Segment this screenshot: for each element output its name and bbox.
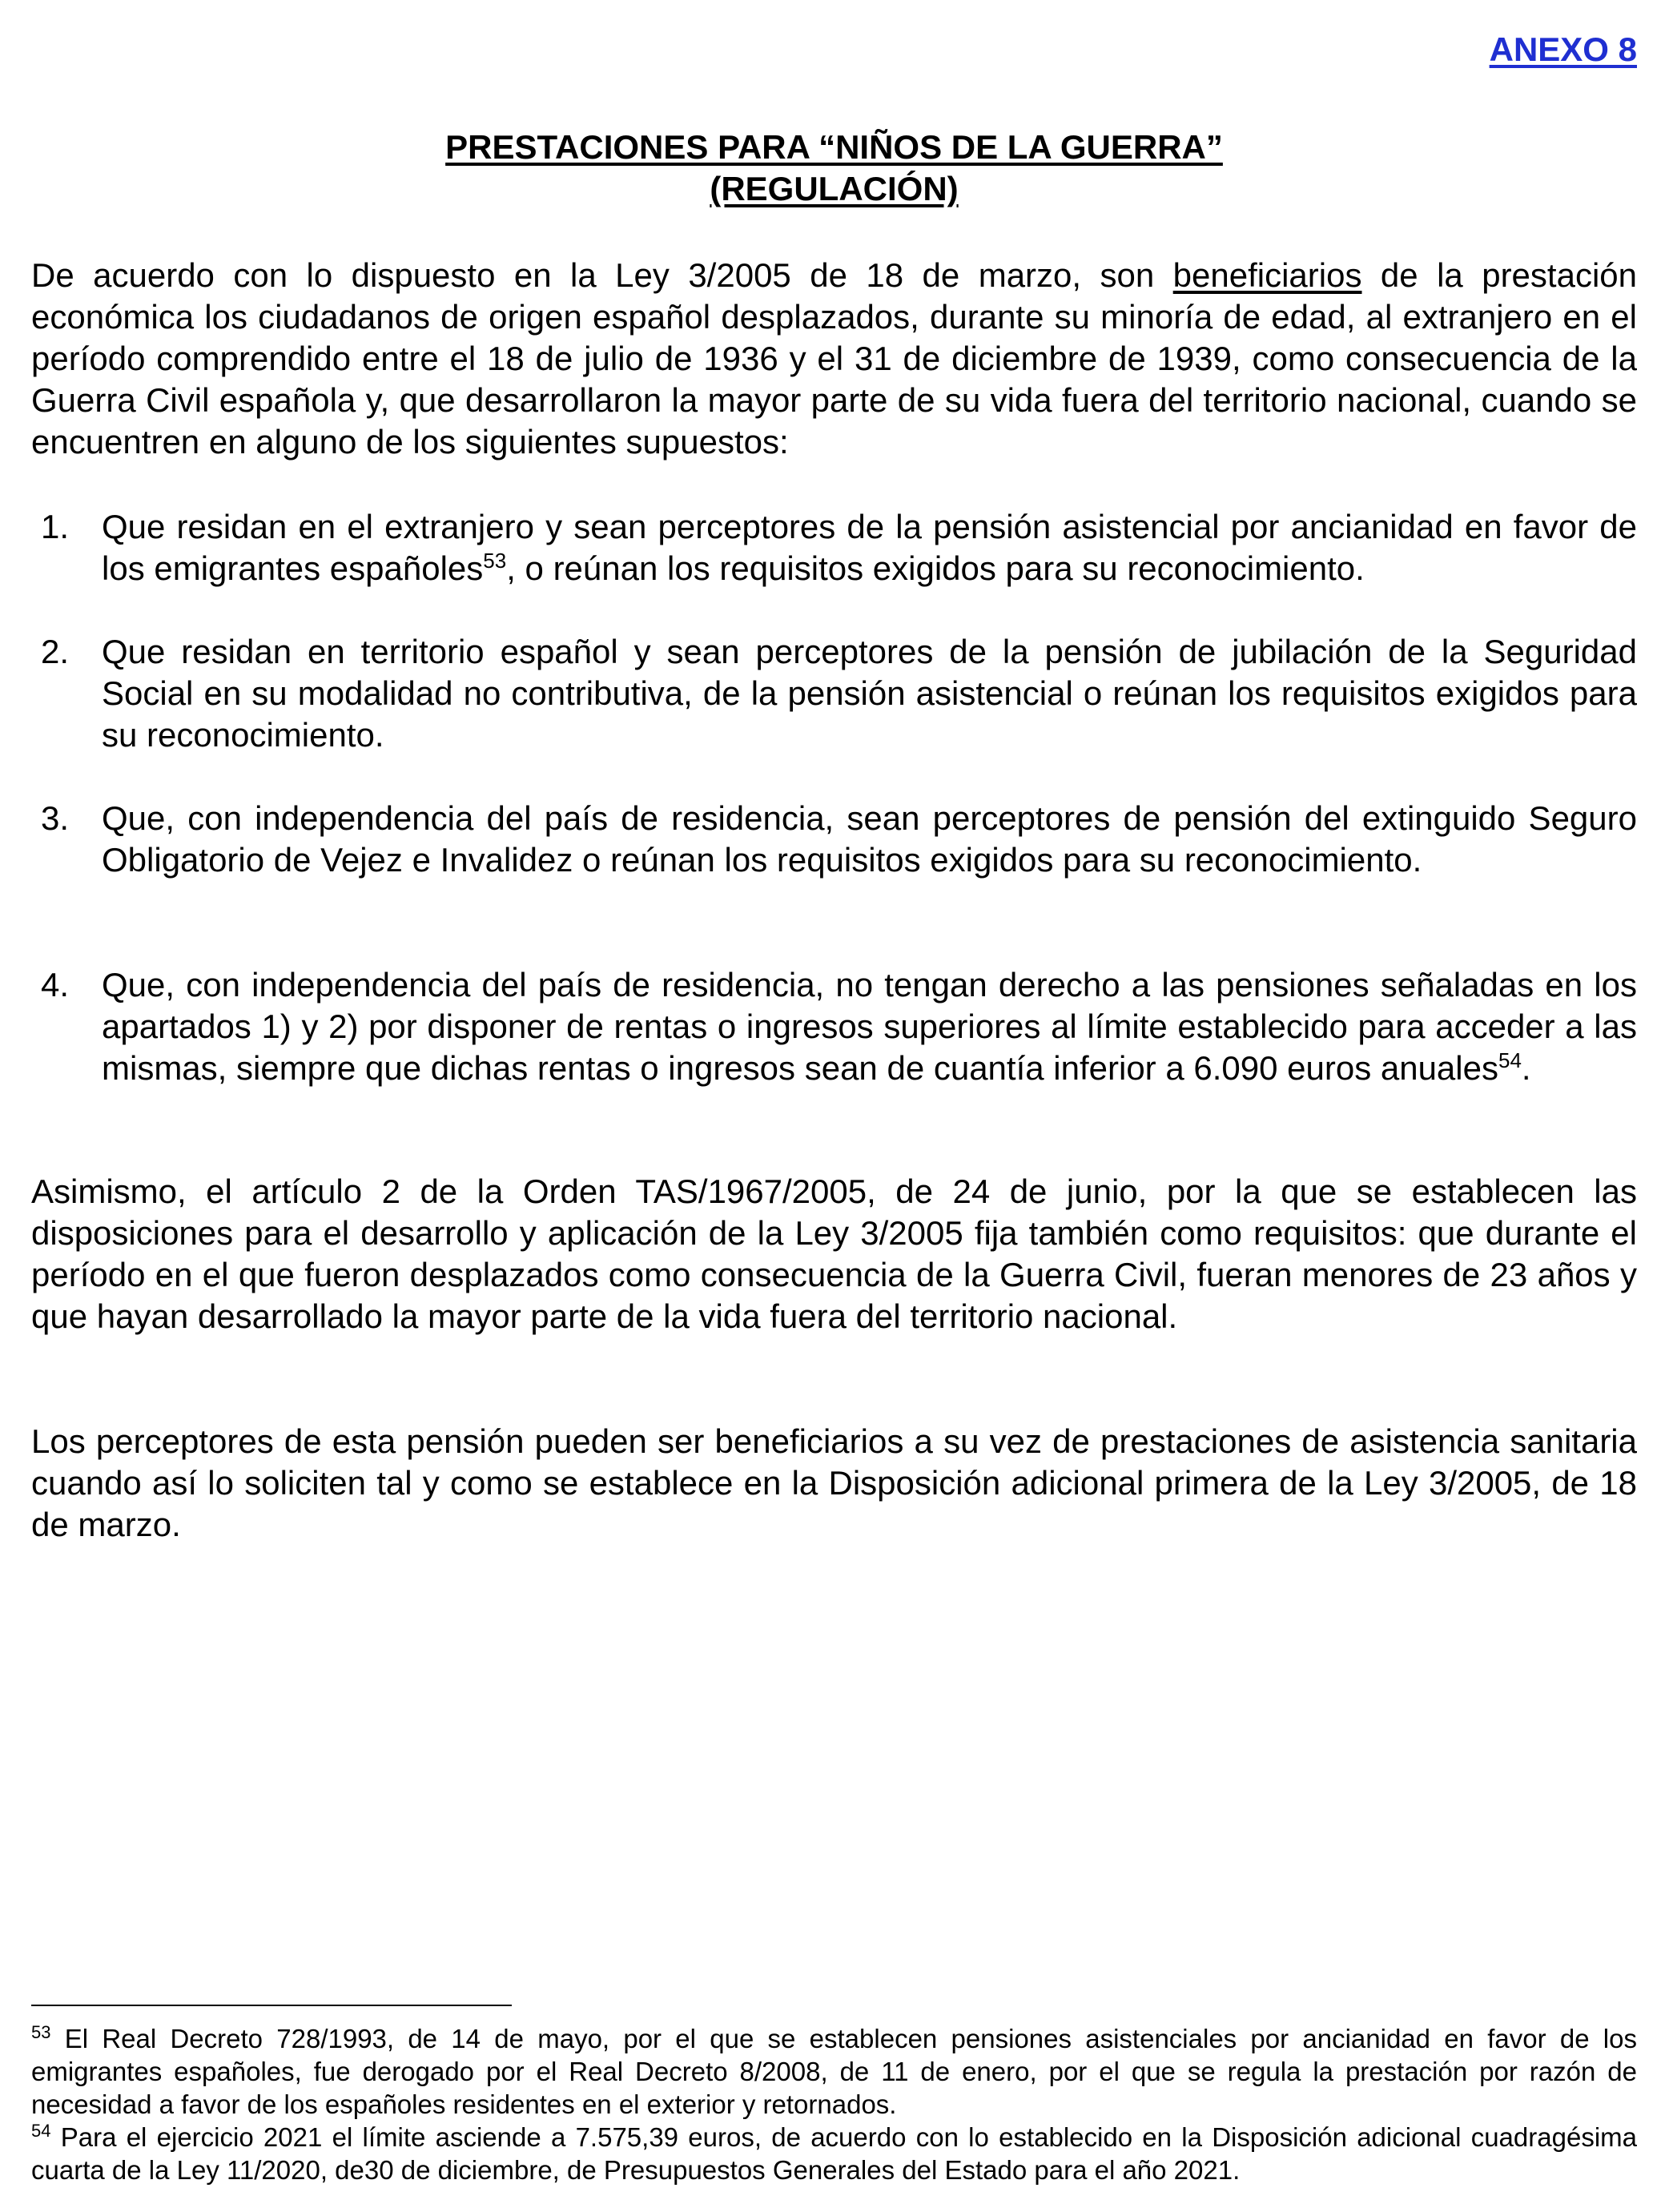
list-item-text-part: Que, con independencia del país de residencia, no tengan derecho a las pensiones señaladas en los apartados 1) y 2) por disponer de rentas o ingresos superiores al límite establecido para acceder a las mismas, siempre que dichas rentas o ingresos sean de cuantía inferior a 6.090 euros anuales: [102, 966, 1637, 1087]
list-item-text: [102, 506, 1637, 589]
list-item-number: 4.: [41, 966, 70, 1003]
list-item-text-part: , o reúnan los requisitos exigidos para su reconocimiento.: [506, 549, 1365, 587]
list-item-text-part: Que residan en el extranjero y sean perceptores de la pensión asistencial por ancianidad en favor de los emigrantes españoles: [102, 508, 1637, 587]
list-item-text: [102, 964, 1637, 1089]
orden-paragraph: Asimismo, el artículo 2 de la Orden TAS/1967/2005, de 24 de junio, por la que se establecen las disposiciones para el desarrollo y aplicación de la Ley 3/2005 fija también como requisitos: que durante el período en el que fueron desplazados como consecuencia de la Guerra Civil, fueran menores de 23 años y que hayan desarrollado la mayor parte de la vida fuera del territorio nacional.: [31, 1172, 1637, 1335]
list-item-number: 1.: [41, 508, 70, 545]
annex-link[interactable]: ANEXO 8: [1489, 30, 1637, 68]
beneficiarios-underlined: beneficiarios: [1172, 256, 1362, 294]
list-item-text: Que, con independencia del país de residencia, sean perceptores de pensión del extinguido Seguro Obligatorio de Vejez e Invalidez o reúnan los requisitos exigidos para su reconocimiento.: [102, 799, 1637, 879]
intro-paragraph: [31, 255, 1637, 463]
footnote-ref-53[interactable]: 53: [483, 549, 507, 573]
intro-text-before: De acuerdo con lo dispuesto en la Ley 3/2005 de 18 de marzo, son: [31, 256, 1173, 294]
footnote-separator: [31, 2005, 512, 2006]
title-line-1: PRESTACIONES PARA “NIÑOS DE LA GUERRA”: [445, 128, 1223, 166]
list-item-text: Que residan en territorio español y sean perceptores de la pensión de jubilación de la Seguridad Social en su modalidad no contributiva, de la pensión asistencial o reúnan los requisitos exigidos para su reconocimiento.: [102, 633, 1637, 754]
asistencia-paragraph: Los perceptores de esta pensión pueden ser beneficiarios a su vez de prestaciones de asistencia sanitaria cuando así lo soliciten tal y como se establece en la Disposición adicional primera de la Ley 3/2005, de 18 de marzo.: [31, 1422, 1637, 1543]
page-title: [31, 127, 1637, 210]
title-line-2: (REGULACIÓN): [710, 170, 959, 207]
list-item-text-part: .: [1521, 1049, 1531, 1087]
footnote-54: [31, 2121, 1637, 2186]
footnote-text: Para el ejercicio 2021 el límite asciende a 7.575,39 euros, de acuerdo con lo establecido en la Disposición adicional cuadragésima cuarta de la Ley 11/2020, de30 de diciembre, de Presupuestos Generales del Estado para el año 2021.: [31, 2122, 1637, 2185]
footnote-number: 54: [31, 2121, 51, 2141]
footnote-number: 53: [31, 2022, 51, 2042]
list-item-number: 3.: [41, 799, 70, 837]
list-item-number: 2.: [41, 633, 70, 670]
footnote-53: [31, 2022, 1637, 2121]
intro-text-after: de la prestación económica los ciudadanos de origen español desplazados, durante su minoría de edad, al extranjero en el período comprendido entre el 18 de julio de 1936 y el 31 de diciembre de 1939, como consecuencia de la Guerra Civil española y, que desarrollaron la mayor parte de su vida fuera del territorio nacional, cuando se encuentren en alguno de los siguientes supuestos:: [31, 256, 1637, 460]
footnotes: [31, 2022, 1637, 2186]
footnote-ref-54[interactable]: 54: [1498, 1048, 1522, 1072]
footnote-text: El Real Decreto 728/1993, de 14 de mayo, por el que se establecen pensiones asistenciales por ancianidad en favor de los emigrantes españoles, fue derogado por el Real Decreto 8/2008, de 11 de enero, por el que se regula la prestación por razón de necesidad a favor de los españoles residentes en el exterior y retornados.: [31, 2024, 1637, 2119]
